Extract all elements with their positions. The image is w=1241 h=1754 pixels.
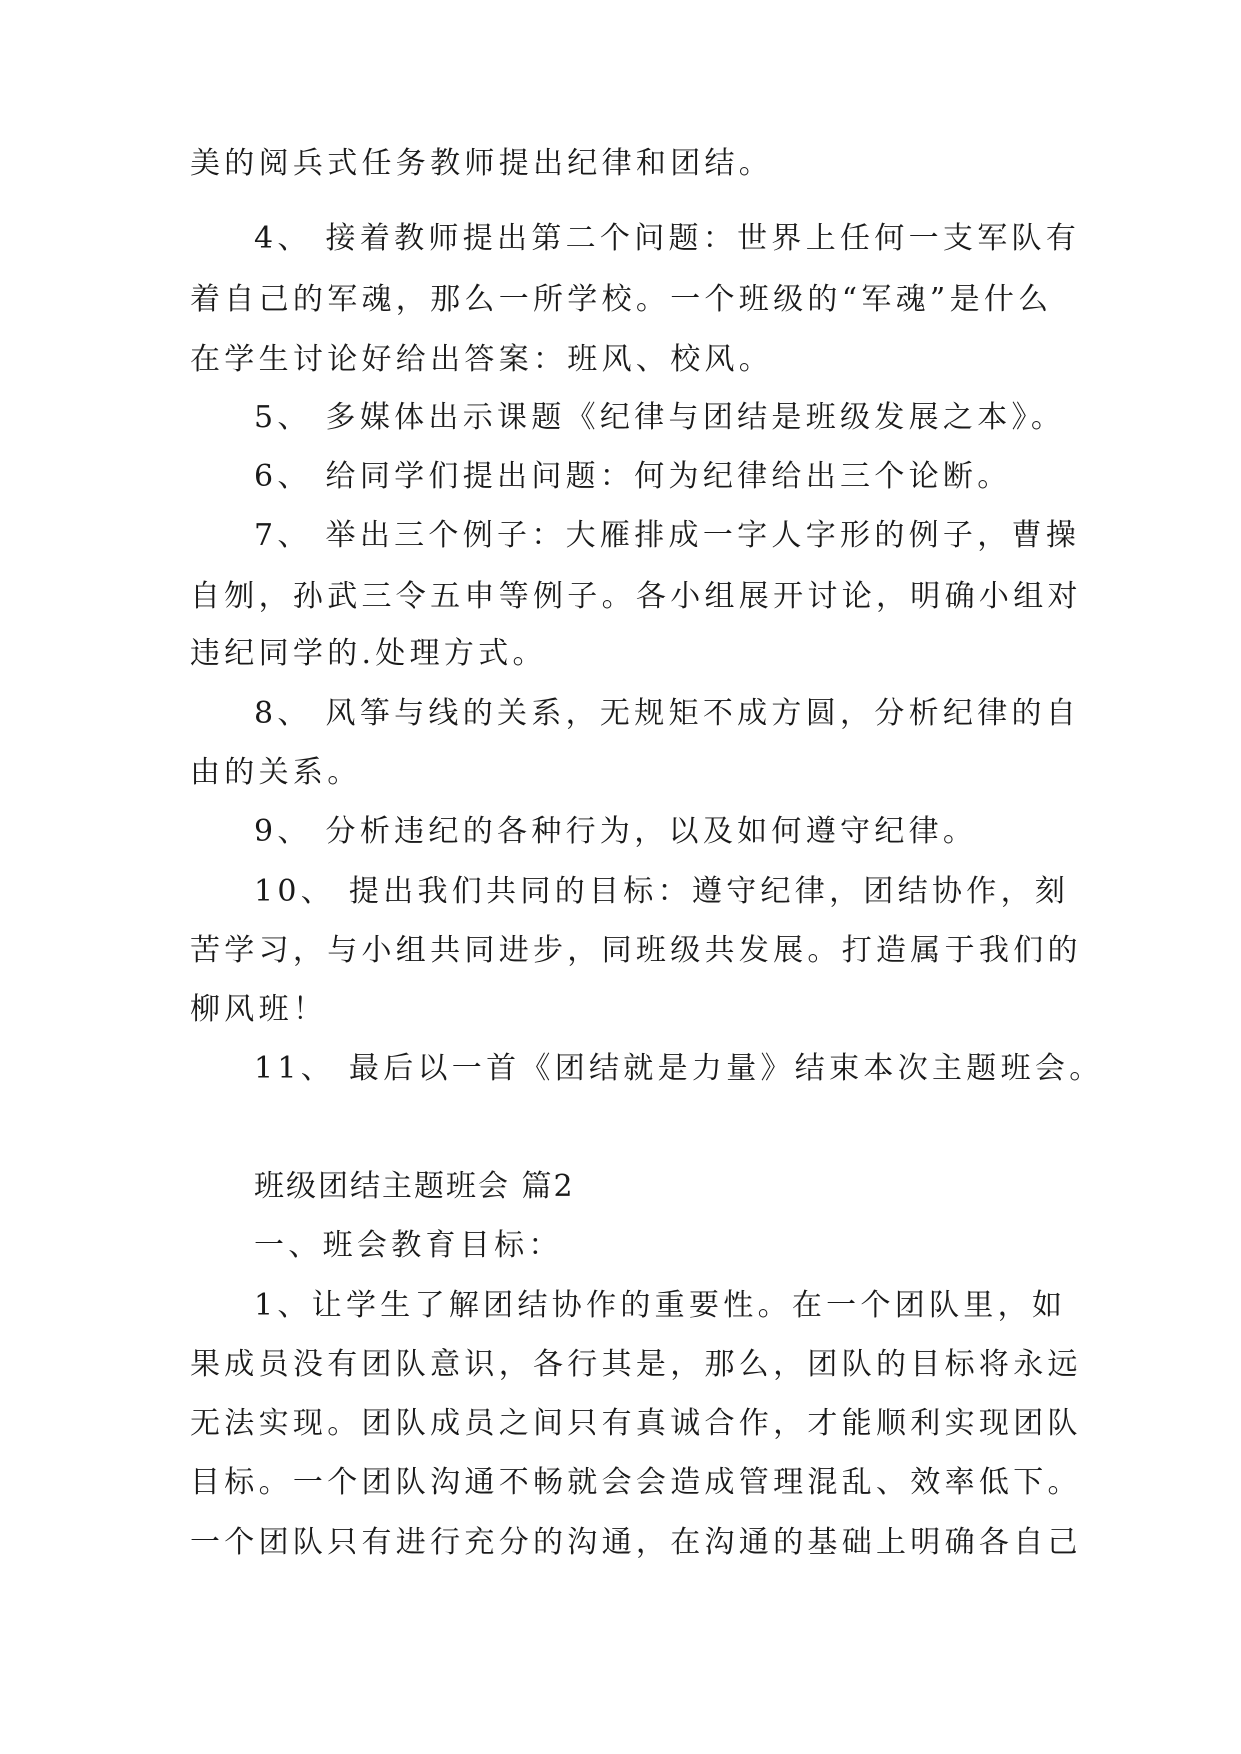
body-line: 着自己的军魂，那么一所学校。一个班级的“军魂”是什么: [190, 282, 1053, 317]
list-item-11: 11、 最后以一首《团结就是力量》结束本次主题班会。: [254, 1051, 1104, 1086]
list-item-10: 10、 提出我们共同的目标：遵守纪律，团结协作，刻: [254, 874, 1070, 909]
section-heading: 一、班会教育目标：: [254, 1228, 563, 1263]
list-item-1: 1、让学生了解团结协作的重要性。在一个团队里，如: [254, 1288, 1067, 1323]
body-line: 由的关系。: [190, 755, 362, 790]
section-title: 班级团结主题班会 篇2: [254, 1169, 575, 1204]
body-line: 苦学习，与小组共同进步，同班级共发展。打造属于我们的: [190, 933, 1082, 968]
body-line: 柳风班！: [190, 992, 328, 1027]
body-line: 自刎，孙武三令五申等例子。各小组展开讨论，明确小组对: [190, 579, 1082, 614]
list-item-8: 8、 风筝与线的关系，无规矩不成方圆，分析纪律的自: [254, 696, 1081, 731]
list-item-9: 9、 分析违纪的各种行为，以及如何遵守纪律。: [254, 814, 978, 849]
list-item-7: 7、 举出三个例子：大雁排成一字人字形的例子，曹操: [254, 518, 1081, 553]
body-line: 果成员没有团队意识，各行其是，那么，团队的目标将永远: [190, 1347, 1082, 1382]
body-line: 在学生讨论好给出答案：班风、校风。: [190, 342, 774, 377]
body-line: 违纪同学的.处理方式。: [190, 636, 547, 671]
body-line: 目标。一个团队沟通不畅就会会造成管理混乱、效率低下。: [190, 1465, 1082, 1500]
body-line: 美的阅兵式任务教师提出纪律和团结。: [190, 146, 774, 181]
list-item-5: 5、 多媒体出示课题《纪律与团结是班级发展之本》。: [254, 400, 1066, 435]
list-item-4: 4、 接着教师提出第二个问题：世界上任何一支军队有: [254, 221, 1081, 256]
body-line: 无法实现。团队成员之间只有真诚合作，才能顺利实现团队: [190, 1406, 1082, 1441]
body-line: 一个团队只有进行充分的沟通，在沟通的基础上明确各自己: [190, 1525, 1082, 1560]
list-item-6: 6、 给同学们提出问题：何为纪律给出三个论断。: [254, 459, 1012, 494]
